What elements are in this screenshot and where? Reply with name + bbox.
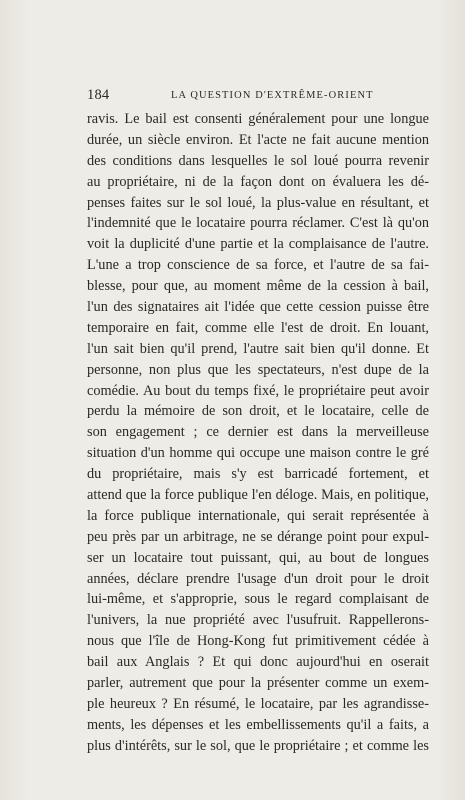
text-line: voit la duplicité d'une partie et la complaisance de l'autre. xyxy=(87,236,429,253)
text-line: années, déclare prendre l'usage d'un droit pour le droit xyxy=(87,570,429,587)
text-line: l'univers, la nue propriété avec l'usufruit. Rappellerons- xyxy=(87,612,429,629)
text-line: durée, un siècle environ. Et l'acte ne fait aucune mention xyxy=(87,131,429,148)
page-number: 184 xyxy=(87,87,110,103)
text-line: L'une a trop conscience de sa force, et l'autre de sa fai- xyxy=(87,257,429,274)
text-line: l'un sait bien qu'il prend, l'autre sait bien qu'il donne. Et xyxy=(87,340,429,357)
running-head xyxy=(87,86,430,104)
text-line: ments, les dépenses et les embellissements qu'il a faits, a xyxy=(87,716,429,733)
text-line: ser un locataire tout puissant, qui, au bout de longues xyxy=(87,549,429,566)
text-line: au propriétaire, ni de la façon dont on évaluera les dé- xyxy=(87,173,429,190)
text-line: des conditions dans lesquelles le sol loué pourra revenir xyxy=(87,152,429,169)
text-line: perdu la mémoire de son droit, et le locataire, celle de xyxy=(87,403,429,420)
text-line: personne, non plus que les spectateurs, n'est dupe de la xyxy=(87,361,429,378)
text-line: l'indemnité que le locataire pourra réclamer. C'est là qu'on xyxy=(87,215,429,232)
text-line: la force publique internationale, qui serait représentée à xyxy=(87,507,429,524)
text-line: situation d'un homme qui occupe une maison contre le gré xyxy=(87,445,429,462)
text-line: comédie. Au bout du temps fixé, le propriétaire peut avoir xyxy=(87,382,429,399)
running-title: LA QUESTION D'EXTRÊME-ORIENT xyxy=(171,90,374,101)
text-line: lui-même, et s'approprie, sous le regard complaisant de xyxy=(87,591,429,608)
text-line: ravis. Le bail est consenti généralement pour une longue xyxy=(87,111,429,127)
text-line: temporaire en fait, comme elle l'est de droit. En louant, xyxy=(87,319,429,336)
text-line: ple heureux ? En résumé, le locataire, par les agrandisse- xyxy=(87,695,429,712)
body-text xyxy=(87,109,429,757)
text-line: penses faites sur le sol loué, la plus-value en résultant, et xyxy=(87,194,429,211)
text-line: son engagement ; ce dernier est dans la merveilleuse xyxy=(87,424,429,441)
text-line: blesse, pour que, au moment même de la cession à bail, xyxy=(87,278,429,295)
text-line: l'un des signataires ait l'idée que cette cession puisse être xyxy=(87,299,429,316)
text-line: nous que l'île de Hong-Kong fut primitivement cédée à xyxy=(87,633,429,650)
text-line: bail aux Anglais ? Et qui donc aujourd'hui en oserait xyxy=(87,654,429,671)
text-line: attend que la force publique l'en déloge. Mais, en politique, xyxy=(87,487,429,504)
text-line: du propriétaire, mais s'y est barricadé fortement, et xyxy=(87,466,429,483)
text-line: parler, autrement que pour la présenter comme un exem- xyxy=(87,675,429,692)
text-line: plus d'intérêts, sur le sol, que le propriétaire ; et comme les xyxy=(87,737,429,754)
text-line: peu près par un arbitrage, ne se dérange point pour expul- xyxy=(87,528,429,545)
